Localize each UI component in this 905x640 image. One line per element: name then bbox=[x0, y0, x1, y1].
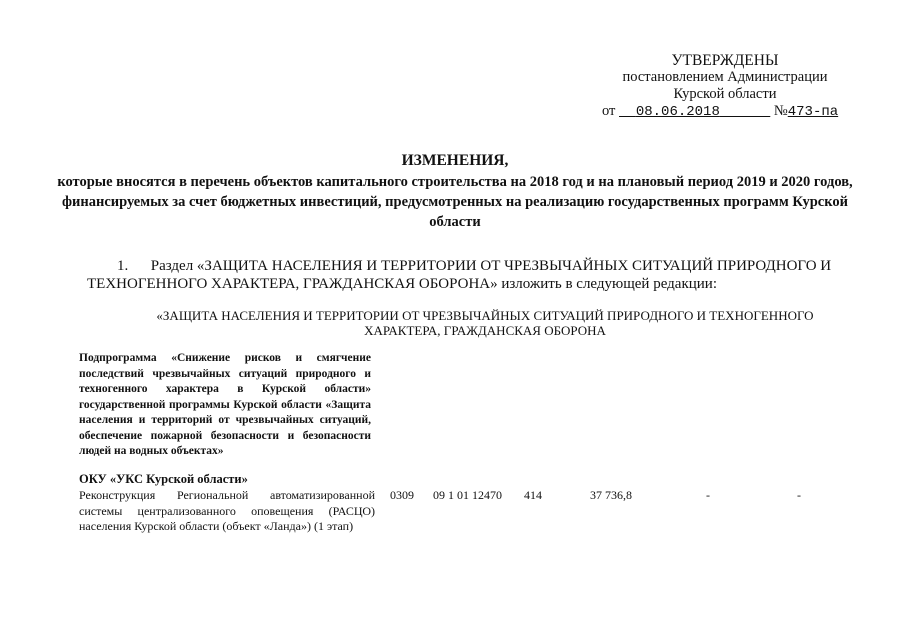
section-paragraph bbox=[87, 257, 877, 293]
approval-number: 473-па bbox=[787, 104, 839, 120]
section-number: 1. bbox=[117, 258, 129, 274]
approval-region: Курской области bbox=[673, 86, 777, 102]
number-prefix: № bbox=[773, 103, 788, 119]
section-code-cell: 0309 bbox=[390, 488, 414, 502]
approval-date-line bbox=[560, 103, 890, 121]
approved-label: УТВЕРЖДЕНЫ bbox=[671, 52, 779, 69]
expense-type-cell: 414 bbox=[524, 488, 542, 502]
document-subtitle: которые вносятся в перечень объектов капитального строительства на 2018 год и на плановый период 2019 и 2020 годов, финансируемых за счет бюджетных инвестиций, предусмотренных на реализацию государственных программ Курской области bbox=[57, 174, 853, 230]
amount-2018-cell: 37 736,8 bbox=[590, 488, 632, 502]
approval-date: 08.06.2018 bbox=[635, 104, 720, 120]
approval-authority: постановлением Администрации bbox=[622, 69, 828, 85]
document-title: ИЗМЕНЕНИЯ, bbox=[401, 152, 509, 169]
date-prefix: от bbox=[602, 103, 616, 119]
approval-stamp bbox=[560, 52, 890, 121]
subprogram-title: Подпрограмма «Снижение рисков и смягчение последствий чрезвычайных ситуаций природного и техногенного характера в Курской области» государственной программы Курской области «Защита населения и территорий от чрезвычайных ситуаций, обеспечение пожарной безопасности и безопасности людей на водных объектах» bbox=[79, 352, 371, 457]
section-heading: «ЗАЩИТА НАСЕЛЕНИЯ И ТЕРРИТОРИИ ОТ ЧРЕЗВЫЧАЙНЫХ СИТУАЦИЙ ПРИРОДНОГО И ТЕХНОГЕННОГО ХАРАКТЕРА, ГРАЖДАНСКАЯ ОБОРОНА bbox=[156, 308, 814, 338]
amount-2020-cell: - bbox=[797, 488, 801, 502]
object-name: Реконструкция Региональной автоматизированной системы централизованного оповещения (РАСЦО) населения Курской области (объект «Ланда») (1 этап) bbox=[79, 488, 375, 533]
amount-2019-cell: - bbox=[706, 488, 710, 502]
target-code-cell: 09 1 01 12470 bbox=[433, 488, 502, 502]
customer-name: ОКУ «УКС Курской области» bbox=[79, 472, 248, 486]
section-text: Раздел «ЗАЩИТА НАСЕЛЕНИЯ И ТЕРРИТОРИИ ОТ ЧРЕЗВЫЧАЙНЫХ СИТУАЦИЙ ПРИРОДНОГО И ТЕХНОГЕННОГО ХАРАКТЕРА, ГРАЖДАНСКАЯ ОБОРОНА» изложить в следующей редакции: bbox=[87, 258, 832, 292]
